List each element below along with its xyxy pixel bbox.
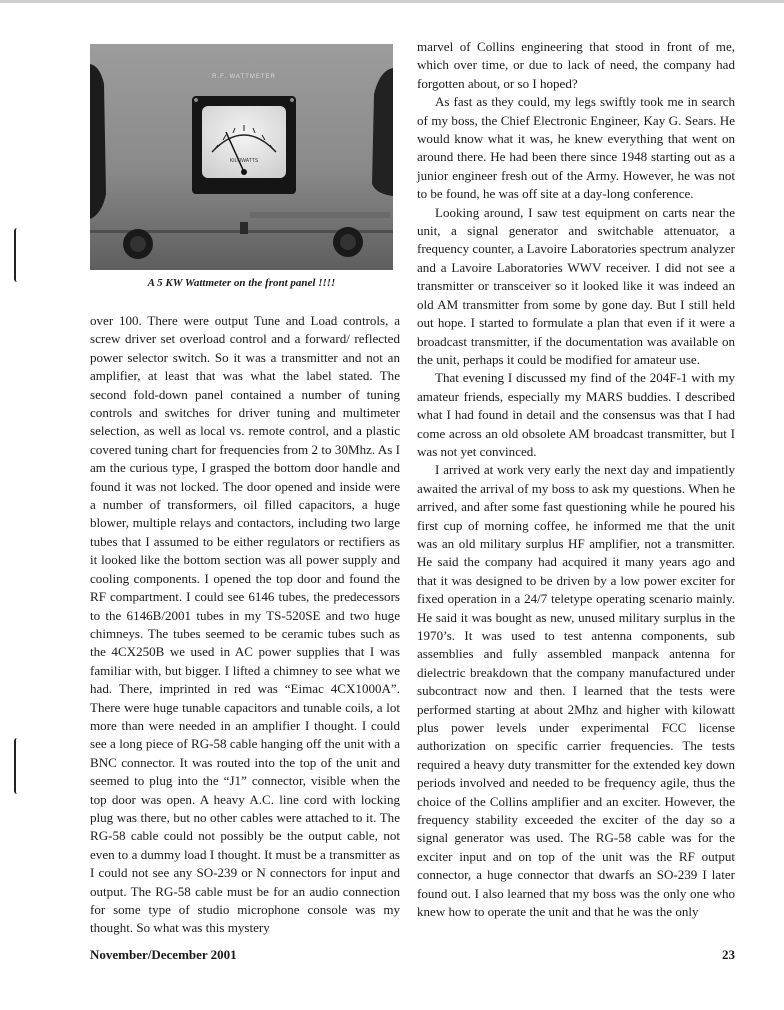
- right-column: [417, 38, 735, 922]
- photo-panel-label: R.F. WATTMETER: [212, 74, 276, 80]
- paragraph: Looking around, I saw test equipment on carts near the unit, a signal generator and switchable attenuator, a frequency counter, a Lavoire Laboratories spectrum analyzer and a Lavoire Laboratories WWV receiver. I did not see a transmitter or transceiver so it looked like it was indeed an old AM transmitter from some by gone day. But I still held out hope. I started to formulate a plan that even if it were a broadcast transmitter, if the documentation was available on the unit, perhaps it could be modified for amateur use.: [417, 204, 735, 367]
- paragraph: over 100. There were output Tune and Load controls, a screw driver set overload control and a forward/ reflected power selector switch. So it was a transmitter and not an amplifier, at least that was what the label stated. The second fold-down panel contained a number of tuning controls and switches for driver tuning and multimeter selection, as well as local vs. remote control, and a plastic covered tuning chart for frequencies from 2 to 30Mhz. As I am the curious type, I grasped the bottom door handle and found it was not locked. The door opened and inside were a number of transformers, oil filled capacitors, a huge blower, multiple relays and contactors, including two large tubes that I assumed to be either regulators or rectifiers as it looked like the bottom section was all power supply and cooling components. I opened the top door and found the RF compartment. I could see 6146 tubes, the predecessors to the 6146B/2001 tubes in my TS-520SE and two huge chimneys. The tubes seemed to be ceramic tubes such as the 4CX250B we used in AC power supplies that I was familiar with, but bigger. I lifted a chimney to see what we had. There, imprinted in red was “Eimac 4CX1000A”. There were huge tunable capacitors and tunable coils, a lot more than were needed in an amplifier I thought. I could see a long piece of RG-58 cable hanging off the unit with a BNC connector. It was routed into the top of the unit and seemed to plug into the “J1” connector, visible when the top door was open. A heavy A.C. line cord with locking plug was there, but no other cables were attached to it. The RG-58 cable could not possibly be the output cable, not even to a dummy load I thought. It must be a transmitter as I could not see any SO-239 or N connectors for input and output. The RG-58 cable must be for an audio connection for some type of studio microphone console was my thought. So what was this mystery: [90, 313, 400, 936]
- paragraph: I arrived at work very early the next day and impatiently awaited the arrival of my boss to ask my questions. When he arrived, and after some fast questioning while he poured his first cup of morning coffee, he informed me that the unit was an old military surplus HF amplifier, not a transmitter. He said the company had acquired it many years ago and that it was designed to be driven by a low power exciter for fixed operation in a 24/7 teletype operating scenario mainly. He said it was bought as new, unused military surplus in the 1970’s. It was used to test antenna components, sub assemblies and fully assembled manpack antenna for dielectric breakdown that the company manufactured under subcontract now and then. I learned that the tests were performed starting at about 2Mhz and higher with kilowatt plus power levels under experimental FCC license authorization on specific carrier frequencies. The tests required a heavy duty transmitter for the extended key down periods involved and needed to be frequency agile, thus the choice of the Collins amplifier and an exciter. However, the frequency stability exceeded the exciter of the day so a signal generator was used. The RG-58 cable was for the exciter input and on top of the unit was the RF output connector, a huge connector that dwarfs an SO-239 I later found out. I also learned that my boss was the only one who knew how to operate the unit and that he was the only: [417, 462, 735, 920]
- photo-caption: A 5 KW Wattmeter on the front panel !!!!: [147, 277, 336, 289]
- page-number: 23: [722, 947, 735, 962]
- footer-issue-date: November/December 2001: [90, 947, 237, 962]
- wattmeter-photo: [90, 44, 393, 270]
- paragraph: marvel of Collins engineering that stood in front of me, which over time, or due to lack of need, the company had forgotten about, or so I hoped?: [417, 39, 735, 91]
- paragraph: As fast as they could, my legs swiftly took me in search of my boss, the Chief Electronic Engineer, Kay G. Sears. He would know what it was, he knew everything that went on around there. He had been there since 1948 starting out as a junior engineer fresh out of the Army. However, he was not to be found, he was off site at a day-long conference.: [417, 94, 735, 202]
- top-rule: [0, 0, 784, 3]
- paragraph: That evening I discussed my find of the 204F-1 with my amateur friends, especially my MARS buddies. I described what I had found in detail and the consensus was that I had come across an old obsolete AM broadcast transmitter, but I was not yet convinced.: [417, 370, 735, 459]
- binder-hole-mark: [14, 738, 20, 794]
- binder-hole-mark: [14, 228, 20, 282]
- photo-meter-face-label: KILOWATTS: [229, 158, 259, 164]
- left-column: [90, 312, 400, 938]
